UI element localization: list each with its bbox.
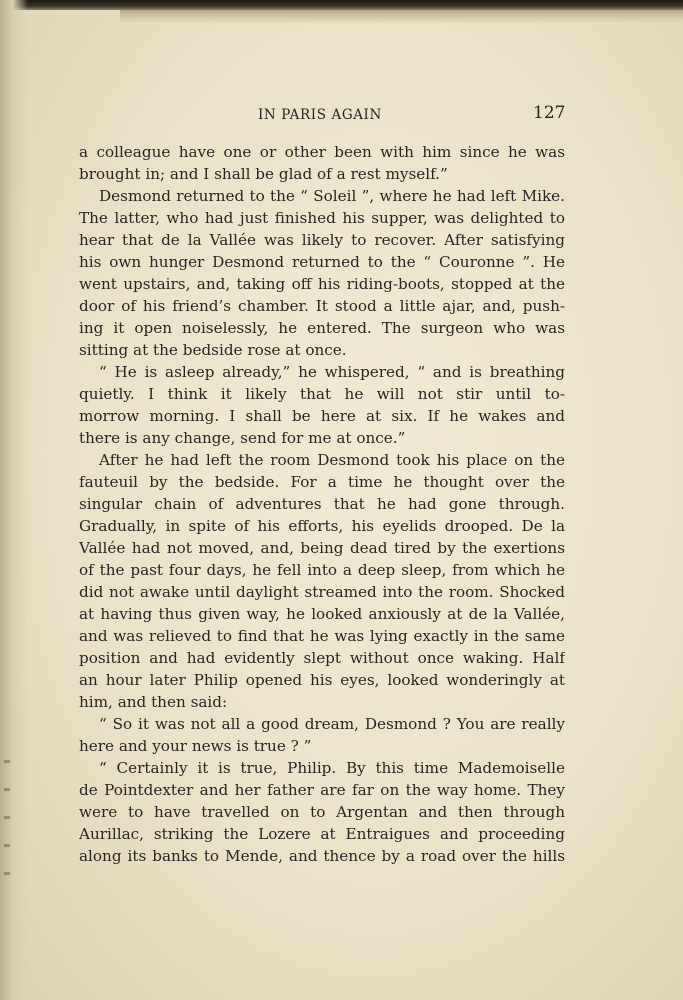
page-number: 127 (533, 103, 566, 123)
spine-marks (4, 760, 10, 880)
text-line: quietly. I think it likely that he will not stir until to- (79, 385, 565, 403)
text-line: Vallée had not moved, and, being dead tired by the exertions (79, 539, 565, 557)
text-line: there is any change, send for me at once.” (79, 429, 406, 447)
running-head-title: IN PARIS AGAIN (258, 107, 382, 123)
body-text (79, 141, 565, 867)
text-line: were to have travelled on to Argentan and then through (79, 803, 565, 821)
text-line: “ He is asleep already,” he whispered, “ and is breathing (99, 363, 565, 381)
text-line: him, and then said: (79, 693, 228, 711)
text-line: de Pointdexter and her father are far on the way home. They (79, 781, 565, 799)
text-line: along its banks to Mende, and thence by a road over the hills (79, 847, 565, 865)
page-top-shadow (120, 10, 683, 24)
text-line: of the past four days, he fell into a deep sleep, from which he (79, 561, 565, 579)
text-line: singular chain of adventures that he had gone through. (79, 495, 565, 513)
text-line: at having thus given way, he looked anxiously at de la Vallée, (79, 605, 565, 623)
text-line: “ Certainly it is true, Philip. By this time Mademoiselle (99, 759, 565, 777)
text-line: Desmond returned to the “ Soleil ”, where he had left Mike. (99, 187, 565, 205)
text-line: fauteuil by the bedside. For a time he thought over the (79, 473, 565, 491)
text-line: Aurillac, striking the Lozere at Entraigues and proceeding (79, 825, 565, 843)
text-line: The latter, who had just finished his supper, was delighted to (79, 209, 565, 227)
text-line: sitting at the bedside rose at once. (79, 341, 347, 359)
text-line: and was relieved to find that he was lying exactly in the same (79, 627, 565, 645)
text-line: position and had evidently slept without once waking. Half (79, 649, 565, 667)
text-line: door of his friend’s chamber. It stood a little ajar, and, push- (79, 297, 565, 315)
page-top-edge (0, 0, 683, 10)
text-line: brought in; and I shall be glad of a rest myself.” (79, 165, 448, 183)
text-line: “ So it was not all a good dream, Desmond ? You are really (99, 715, 565, 733)
text-line: Gradually, in spite of his efforts, his eyelids drooped. De la (79, 517, 565, 535)
text-line: here and your news is true ? ” (79, 737, 312, 755)
text-line: did not awake until daylight streamed into the room. Shocked (79, 583, 565, 601)
running-head (0, 101, 683, 129)
text-line: his own hunger Desmond returned to the “ Couronne ”. He (79, 253, 565, 271)
text-line: a colleague have one or other been with him since he was (79, 143, 565, 161)
text-line: ing it open noiselessly, he entered. The surgeon who was (79, 319, 565, 337)
text-line: an hour later Philip opened his eyes, looked wonderingly at (79, 671, 565, 689)
text-line: went upstairs, and, taking off his riding-boots, stopped at the (79, 275, 565, 293)
text-line: morrow morning. I shall be here at six. If he wakes and (79, 407, 565, 425)
text-line: After he had left the room Desmond took his place on the (99, 451, 565, 469)
text-line: hear that de la Vallée was likely to recover. After satisfying (79, 231, 565, 249)
